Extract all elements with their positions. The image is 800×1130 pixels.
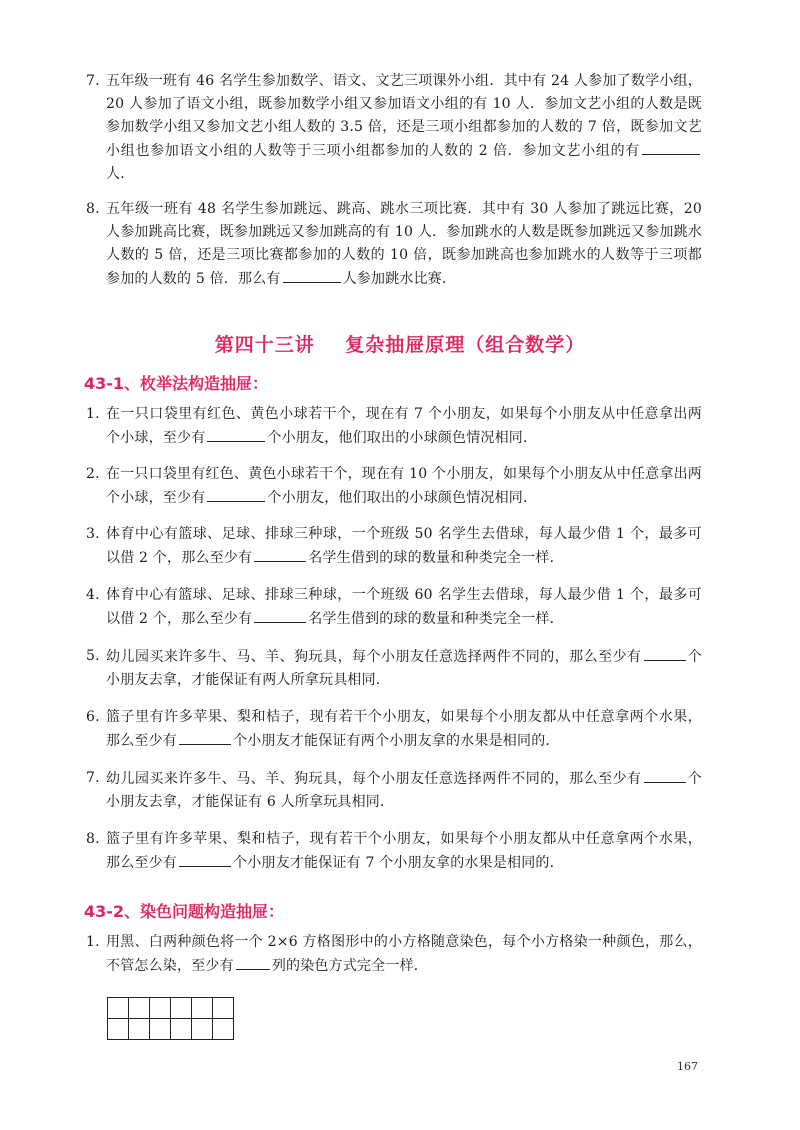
answer-blank[interactable]	[642, 139, 700, 155]
grid-cell	[108, 1019, 129, 1040]
problem-number: 2.	[86, 466, 100, 482]
grid-cell	[108, 998, 129, 1019]
grid-cell	[150, 998, 171, 1019]
problem-43-1-6	[86, 706, 702, 753]
problem-number: 7.	[86, 73, 100, 89]
grid-cell	[213, 1019, 234, 1040]
answer-blank[interactable]	[644, 645, 686, 661]
problem-text: 在一只口袋里有红色、黄色小球若干个，现在有 7 个小朋友，如果每个小朋友从中任意拿出两个小球，至少有 个小朋友，他们取出的小球颜色情况相同．	[106, 406, 702, 446]
problem-text: 幼儿园买来许多牛、马、羊、狗玩具，每个小朋友任意选择两件不同的，那么至少有 个小朋友去拿，才能保证有两人所拿玩具相同．	[106, 645, 702, 692]
problem-43-1-8	[86, 828, 702, 875]
grid-cell	[150, 1019, 171, 1040]
answer-blank[interactable]	[283, 267, 341, 283]
grid-cell	[192, 998, 213, 1019]
grid-cell	[213, 998, 234, 1019]
answer-blank[interactable]	[207, 486, 265, 502]
problem-top-8	[86, 198, 702, 291]
problem-43-1-4	[86, 584, 702, 631]
problem-text: 篮子里有许多苹果、梨和桔子，现有若干个小朋友，如果每个小朋友都从中任意拿两个水果，那么至少有 个小朋友才能保证有 7 个小朋友拿的水果是相同的．	[106, 831, 702, 871]
answer-blank[interactable]	[236, 954, 270, 970]
page-number: 167	[677, 1060, 698, 1073]
problem-43-1-3	[86, 523, 702, 570]
grid-cell	[129, 998, 150, 1019]
answer-blank[interactable]	[207, 426, 265, 442]
answer-blank[interactable]	[179, 729, 231, 745]
problem-43-1-1	[86, 403, 702, 450]
problem-text: 五年级一班有 48 名学生参加跳远、跳高、跳水三项比赛．其中有 30 人参加了跳远比赛，20 人参加跳高比赛，既参加跳远又参加跳高的有 10 人．参加跳水的人数是既参加跳远又参加跳水人数的 5 倍，还是三项比赛都参加的人数的 10 倍，既参加跳高也参加跳水的人数等于三项都参加的人数的 5 倍．那么有 人参加跳水比赛．	[106, 201, 702, 287]
problem-text: 五年级一班有 46 名学生参加数学、语文、文艺三项课外小组．其中有 24 人参加了数学小组，20 人参加了语文小组，既参加数学小组又参加语文小组的有 10 人．参加文艺小组的人数是既参加数学小组又参加文艺小组人数的 3.5 倍，还是三项小组都参加的人数的 7 倍，既参加文艺小组也参加语文小组的人数等于三项小组都参加的人数的 2 倍．参加文艺小组的有人．	[106, 73, 702, 182]
section-heading-43-1: 43-1、枚举法构造抽屉：	[84, 374, 269, 393]
problem-number: 5.	[86, 648, 100, 664]
problem-number: 1.	[86, 934, 100, 950]
grid-cell	[171, 1019, 192, 1040]
problem-text: 体育中心有篮球、足球、排球三种球，一个班级 50 名学生去借球，每人最少借 1 个，最多可以借 2 个，那么至少有 名学生借到的球的数量和种类完全一样．	[106, 526, 702, 566]
answer-blank[interactable]	[644, 767, 686, 783]
section-heading-43-2: 43-2、染色问题构造抽屉：	[84, 902, 285, 921]
answer-blank[interactable]	[254, 607, 306, 623]
problem-43-1-2	[86, 463, 702, 510]
problem-43-2-1	[86, 931, 702, 978]
problem-43-1-7	[86, 767, 702, 814]
problem-text: 在一只口袋里有红色、黄色小球若干个，现在有 10 个小朋友，如果每个小朋友从中任意拿出两个小球，至少有 个小朋友，他们取出的小球颜色情况相同．	[106, 466, 702, 506]
problem-number: 1.	[86, 406, 100, 422]
problem-number: 3.	[86, 526, 100, 542]
problem-text: 用黑、白两种颜色将一个 2×6 方格图形中的小方格随意染色，每个小方格染一种颜色，那么，不管怎么染，至少有 列的染色方式完全一样．	[106, 934, 702, 974]
problem-43-1-5	[86, 645, 702, 692]
problem-number: 6.	[86, 709, 100, 725]
problem-number: 4.	[86, 587, 100, 603]
problem-text: 篮子里有许多苹果、梨和桔子，现有若干个小朋友，如果每个小朋友都从中任意拿两个水果，那么至少有 个小朋友才能保证有两个小朋友拿的水果是相同的．	[106, 709, 702, 749]
problem-top-7	[86, 70, 702, 186]
grid-cell	[192, 1019, 213, 1040]
answer-blank[interactable]	[179, 851, 231, 867]
problem-text: 体育中心有篮球、足球、排球三种球，一个班级 60 名学生去借球，每人最少借 1 个，最多可以借 2 个，那么至少有 名学生借到的球的数量和种类完全一样．	[106, 587, 702, 627]
grid-cell	[171, 998, 192, 1019]
answer-blank[interactable]	[254, 546, 306, 562]
lecture-title: 第四十三讲 复杂抽屉原理（组合数学）	[214, 334, 586, 356]
problem-number: 7.	[86, 770, 100, 786]
problem-number: 8.	[86, 201, 100, 217]
grid-2x6-figure	[107, 997, 234, 1040]
problem-text: 幼儿园买来许多牛、马、羊、狗玩具，每个小朋友任意选择两件不同的，那么至少有 个小朋友去拿，才能保证有 6 人所拿玩具相同．	[106, 767, 702, 814]
grid-cell	[129, 1019, 150, 1040]
problem-number: 8.	[86, 831, 100, 847]
